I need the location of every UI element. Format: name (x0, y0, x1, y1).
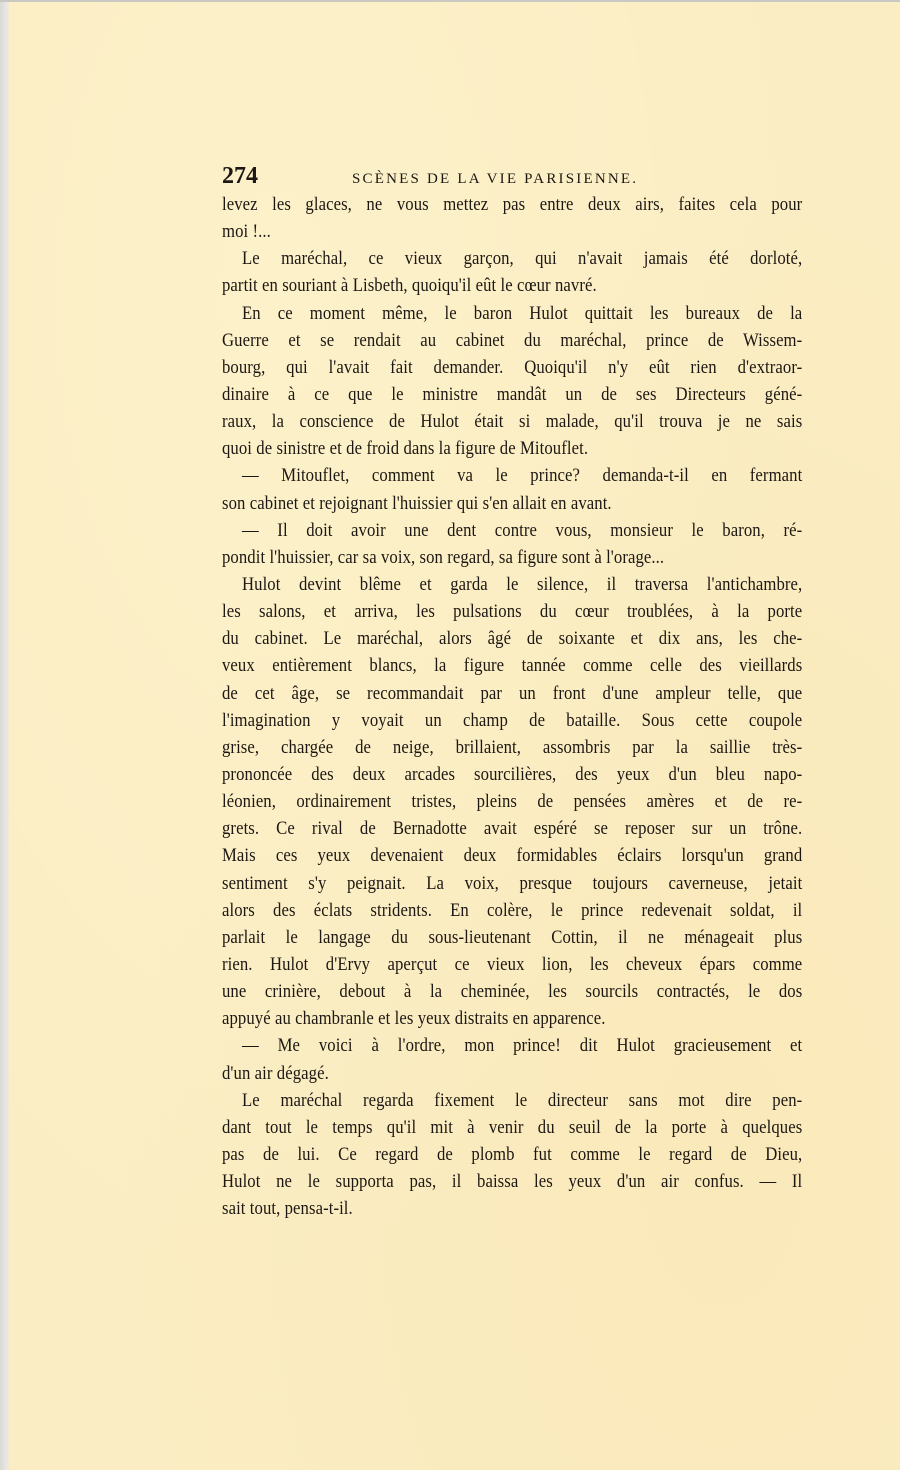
text-line: les salons, et arriva, les pulsations du cœur troublées, à la porte (222, 601, 803, 623)
text-line: sentiment s'y peignait. La voix, presque toujours caverneuse, jetait (222, 872, 803, 894)
text-line: son cabinet et rejoignant l'huissier qui s'en allait en avant. (222, 492, 612, 514)
text-line: Hulot devint blême et garda le silence, il traversa l'antichambre, (242, 573, 803, 595)
text-line: alors des éclats stridents. En colère, le prince redevenait soldat, il (222, 899, 803, 921)
text-line: dant tout le temps qu'il mit à venir du seuil de la porte à quelques (222, 1116, 803, 1138)
body-text (222, 191, 802, 1222)
text-line: Le maréchal, ce vieux garçon, qui n'avait jamais été dorloté, (242, 248, 803, 270)
text-line: grets. Ce rival de Bernadotte avait espéré se reposer sur un trône. (222, 818, 803, 840)
text-line: l'imagination y voyait un champ de bataille. Sous cette coupole (222, 709, 803, 731)
text-line: — Me voici à l'ordre, mon prince! dit Hulot gracieusement et (242, 1035, 803, 1057)
scan-edge-top (0, 0, 900, 2)
text-line: léonien, ordinairement tristes, pleins de pensées amères et de re- (222, 791, 803, 813)
running-title: SCÈNES DE LA VIE PARISIENNE. (352, 171, 639, 187)
text-line: une crinière, debout à la cheminée, les sourcils contractés, le dos (222, 981, 803, 1003)
text-line: pas de lui. Ce regard de plomb fut comme le regard de Dieu, (222, 1143, 803, 1165)
text-line: Mais ces yeux devenaient deux formidables éclairs lorsqu'un grand (222, 845, 803, 867)
scan-edge-left (0, 0, 9, 1470)
text-line: quoi de sinistre et de froid dans la figure de Mitouflet. (222, 438, 589, 460)
text-line: moi !... (222, 221, 271, 243)
text-line: dinaire à ce que le ministre mandât un de ses Directeurs géné- (222, 383, 803, 405)
text-line: pondit l'huissier, car sa voix, son regard, sa figure sont à l'orage... (222, 546, 665, 568)
text-line: de cet âge, se recommandait par un front d'une ampleur telle, que (222, 682, 803, 704)
text-line: du cabinet. Le maréchal, alors âgé de soixante et dix ans, les che- (222, 628, 803, 650)
text-line: d'un air dégagé. (222, 1062, 329, 1084)
text-line: — Mitouflet, comment va le prince? demanda-t-il en fermant (242, 465, 803, 487)
text-line: raux, la conscience de Hulot était si malade, qu'il trouva je ne sais (222, 411, 803, 433)
text-line: veux entièrement blancs, la figure tannée comme celle des vieillards (222, 655, 803, 677)
text-line: En ce moment même, le baron Hulot quittait les bureaux de la (242, 302, 803, 324)
text-line: Hulot ne le supporta pas, il baissa les yeux d'un air confus. — Il (222, 1171, 803, 1193)
text-line: — Il doit avoir une dent contre vous, monsieur le baron, ré- (242, 519, 803, 541)
text-line: grise, chargée de neige, brillaient, assombris par la saillie très- (222, 736, 803, 758)
text-line: rien. Hulot d'Ervy aperçut ce vieux lion, les cheveux épars comme (222, 953, 803, 975)
text-line: sait tout, pensa-t-il. (222, 1198, 353, 1220)
text-line: partit en souriant à Lisbeth, quoiqu'il eût le cœur navré. (222, 275, 597, 297)
text-line: parlait le langage du sous-lieutenant Cottin, il ne ménageait plus (222, 926, 803, 948)
text-line: prononcée des deux arcades sourcilières, des yeux d'un bleu napo- (222, 763, 803, 785)
text-line: appuyé au chambranle et les yeux distraits en apparence. (222, 1008, 606, 1030)
text-line: bourg, qui l'avait fait demander. Quoiqu'il n'y eût rien d'extraor- (222, 356, 803, 378)
text-line: levez les glaces, ne vous mettez pas entre deux airs, faites cela pour (222, 194, 803, 215)
page-number: 274 (222, 163, 258, 189)
text-line: Guerre et se rendait au cabinet du maréchal, prince de Wissem- (222, 329, 803, 351)
running-head (222, 163, 802, 190)
page-text-block (222, 163, 802, 1222)
text-line: Le maréchal regarda fixement le directeur sans mot dire pen- (242, 1089, 803, 1111)
